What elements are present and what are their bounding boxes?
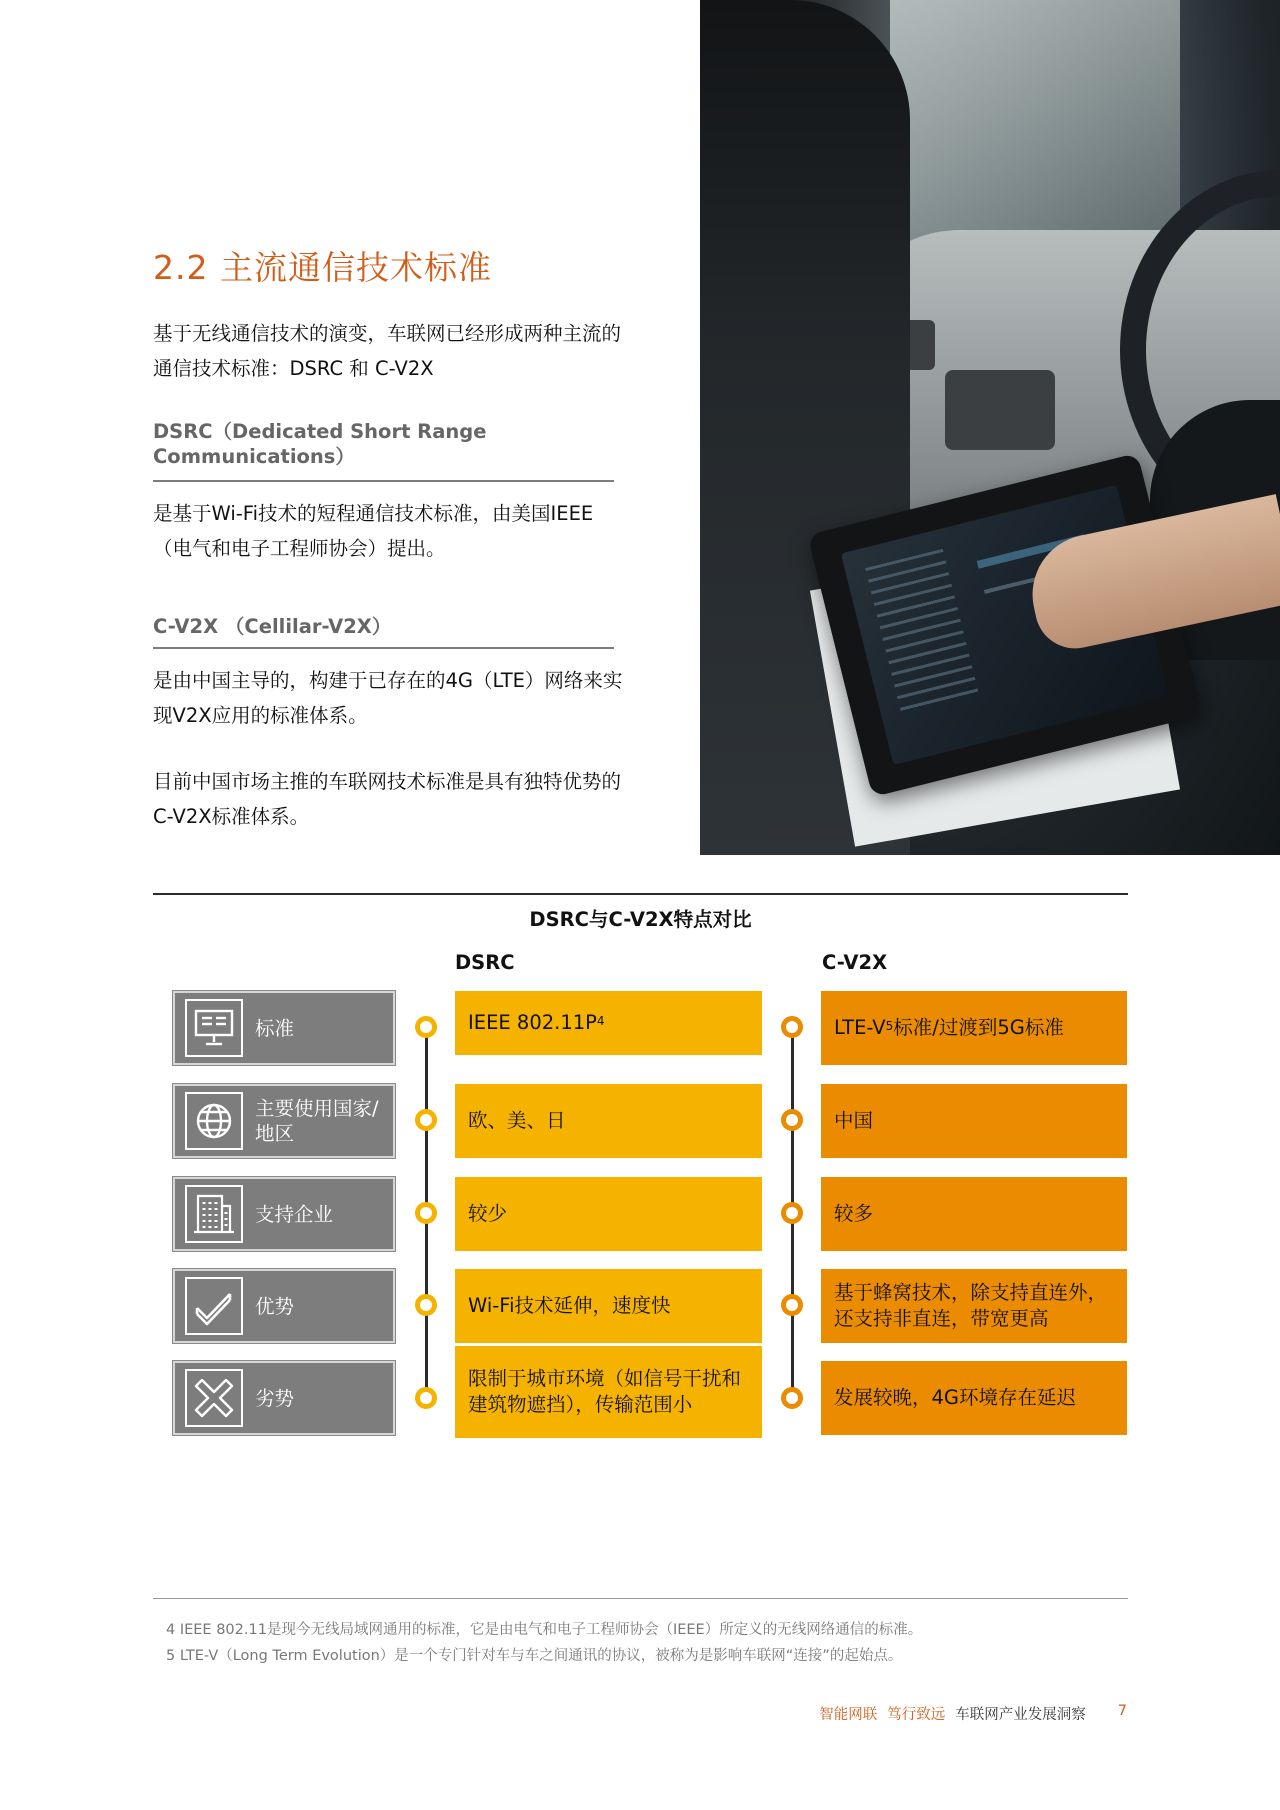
cv2x-standard-text: LTE-V (834, 1016, 886, 1039)
dsrc-cell-region: 欧、美、日 (455, 1084, 762, 1158)
row-label-companies (173, 1177, 395, 1251)
timeline-node (781, 1294, 803, 1316)
dsrc-subheading: DSRC（Dedicated Short Range Communications） (153, 420, 487, 468)
conclusion-paragraph: 目前中国市场主推的车联网技术标准是具有独特优势的C-V2X标准体系。 (153, 770, 622, 828)
timeline-node (415, 1016, 437, 1038)
comparison-title: DSRC与C-V2X特点对比 (529, 908, 752, 931)
column-header-dsrc: DSRC (455, 951, 515, 974)
dsrc-cell-companies: 较少 (455, 1177, 762, 1251)
timeline-node (415, 1387, 437, 1409)
timeline-node (415, 1109, 437, 1131)
divider (153, 480, 614, 482)
dsrc-cell-advantages: Wi-Fi技术延伸，速度快 (455, 1269, 762, 1343)
timeline-node (781, 1109, 803, 1131)
page-footer (819, 1703, 1127, 1724)
footnote-ref: 4 (596, 1014, 605, 1028)
footer-slogan-1: 智能网联 (819, 1707, 878, 1723)
cv2x-cell-region: 中国 (821, 1084, 1127, 1158)
dsrc-cell-disadvantages: 限制于城市环境（如信号干扰和建筑物遮挡），传输范围小 (455, 1346, 762, 1438)
dsrc-description: 是基于Wi-Fi技术的短程通信技术标准，由美国IEEE（电气和电子工程师协会）提出。 (153, 502, 594, 560)
footnote-4: 4 IEEE 802.11是现今无线局域网通用的标准，它是由电气和电子工程师协会（IEEE）所定义的无线网络通信的标准。 (166, 1622, 923, 1638)
cv2x-cell-advantages: 基于蜂窝技术，除支持直连外，还支持非直连，带宽更高 (821, 1269, 1127, 1343)
footnote-5: 5 LTE-V（Long Term Evolution）是一个专门针对车与车之间通讯的协议，被称为是影响车联网“连接”的起始点。 (166, 1648, 903, 1664)
globe-icon (185, 1092, 243, 1150)
timeline-node (415, 1294, 437, 1316)
dsrc-cell-standard (455, 991, 762, 1055)
building-icon (185, 1185, 243, 1243)
row-label-region (173, 1084, 395, 1158)
footnote-rule (153, 1598, 1128, 1599)
footer-slogan-2: 笃行致远 (887, 1707, 946, 1723)
divider (153, 647, 614, 649)
section-heading: 2.2 主流通信技术标准 (153, 248, 492, 287)
row-label-text: 主要使用国家/地区 (255, 1097, 379, 1145)
timeline-node (415, 1202, 437, 1224)
row-label-text: 劣势 (255, 1386, 295, 1410)
row-label-text: 优势 (255, 1294, 295, 1318)
row-label-advantages (173, 1269, 395, 1343)
column-header-cv2x: C-V2X (822, 951, 888, 974)
timeline-node (781, 1387, 803, 1409)
page-number: 7 (1117, 1703, 1127, 1719)
checkmark-icon (185, 1277, 243, 1335)
cross-icon (185, 1369, 243, 1427)
cv2x-cell-disadvantages: 发展较晚，4G环境存在延迟 (821, 1361, 1127, 1435)
footer-report-title: 车联网产业发展洞察 (955, 1707, 1086, 1723)
cv2x-standard-rest: 标准/过渡到5G标准 (893, 1016, 1064, 1039)
row-label-disadvantages (173, 1361, 395, 1435)
cv2x-cell-standard (821, 991, 1127, 1065)
hero-photo (700, 0, 1280, 855)
cv2x-subheading: C-V2X （Cellilar-V2X） (153, 615, 392, 638)
table-top-rule (153, 893, 1128, 895)
monitor-icon (185, 999, 243, 1057)
intro-paragraph: 基于无线通信技术的演变，车联网已经形成两种主流的通信技术标准：DSRC 和 C-V2X (153, 322, 622, 380)
timeline-node (781, 1016, 803, 1038)
row-label-text: 标准 (255, 1016, 295, 1040)
row-label-text: 支持企业 (255, 1202, 334, 1226)
row-label-standard (173, 991, 395, 1065)
cv2x-cell-companies: 较多 (821, 1177, 1127, 1251)
dsrc-standard-text: IEEE 802.11P (468, 1011, 597, 1034)
footnote-ref: 5 (885, 1019, 894, 1033)
timeline-node (781, 1202, 803, 1224)
cv2x-description: 是由中国主导的，构建于已存在的4G（LTE）网络来实现V2X应用的标准体系。 (153, 669, 623, 727)
